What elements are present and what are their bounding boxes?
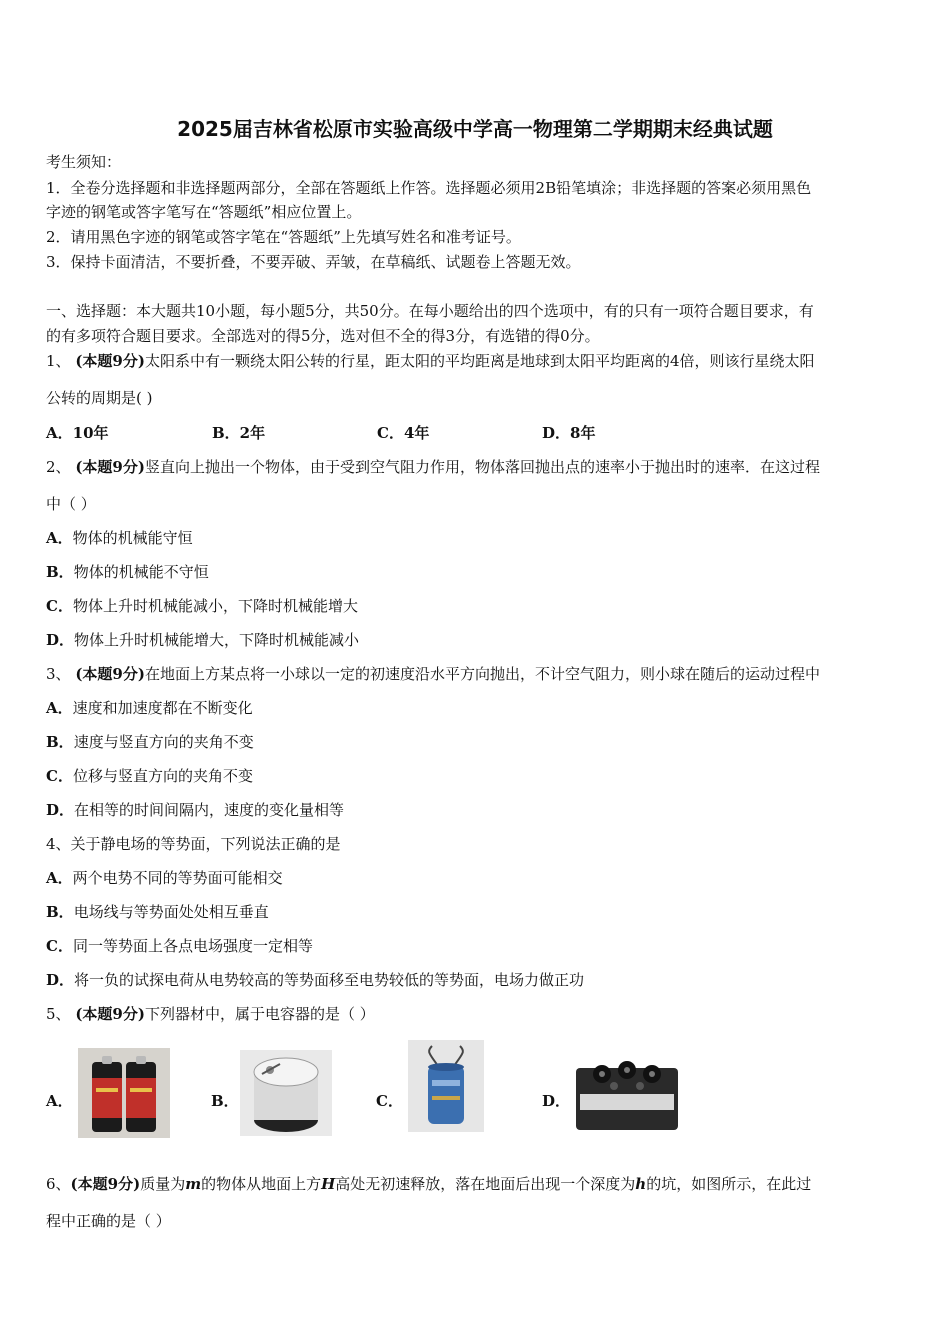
question-text: 太阳系中有一颗绕太阳公转的行星，距太阳的平均距离是地球到太阳平均距离的4倍，则该行星绕太阳 bbox=[144, 352, 815, 370]
question-3 bbox=[46, 664, 906, 684]
page-title: 2025届吉林省松原市实验高级中学高一物理第二学期期末经典试题 bbox=[177, 117, 773, 141]
option-b[interactable]: B．电场线与等势面处处相互垂直 bbox=[46, 903, 269, 921]
question-tag: (本题9分) bbox=[75, 352, 145, 370]
option-a[interactable]: A．速度和加速度都在不断变化 bbox=[46, 699, 253, 717]
question-tag: (本题9分) bbox=[75, 665, 145, 683]
question-text: 关于静电场的等势面，下列说法正确的是 bbox=[70, 835, 341, 853]
question-text: 竖直向上抛出一个物体，由于受到空气阻力作用，物体落回抛出点的速率小于抛出时的速率．在这过程 bbox=[144, 458, 820, 476]
variable-H: H bbox=[321, 1175, 336, 1193]
option-a[interactable]: A．10年 bbox=[46, 424, 109, 442]
option-b[interactable]: B．2年 bbox=[212, 424, 266, 442]
notice-item: 2．请用黑色字迹的钢笔或答字笔在“答题纸”上先填写姓名和准考证号。 bbox=[46, 228, 521, 246]
option-a[interactable]: A． bbox=[46, 1092, 73, 1110]
resistance-box-image[interactable] bbox=[572, 1050, 682, 1134]
notice-item: 1．全卷分选择题和非选择题两部分，全部在答题纸上作答。选择题必须用2B铅笔填涂；非选择题的答案必须用黑色 bbox=[46, 179, 812, 197]
option-c[interactable]: C． bbox=[376, 1092, 403, 1110]
question-tag: (本题9分) bbox=[75, 1005, 145, 1023]
option-d[interactable]: D．在相等的时间间隔内，速度的变化量相等 bbox=[46, 801, 345, 819]
option-c[interactable]: C．物体上升时机械能减小，下降时机械能增大 bbox=[46, 597, 358, 615]
option-b[interactable]: B． bbox=[211, 1092, 239, 1110]
question-text: 下列器材中，属于电容器的是（ ） bbox=[144, 1005, 375, 1023]
section-instructions: 的有多项符合题目要求。全部选对的得5分，选对但不全的得3分，有选错的得0分。 bbox=[46, 327, 600, 345]
option-c[interactable]: C．4年 bbox=[377, 424, 430, 442]
battery-image[interactable] bbox=[78, 1048, 170, 1138]
question-text: 在地面上方某点将一小球以一定的初速度沿水平方向抛出，不计空气阻力，则小球在随后的运动过程中 bbox=[144, 665, 820, 683]
question-number: 5、 bbox=[46, 1005, 71, 1023]
option-c[interactable]: C．同一等势面上各点电场强度一定相等 bbox=[46, 937, 313, 955]
question-tag: (本题9分) bbox=[70, 1175, 141, 1193]
question-1-options bbox=[46, 422, 906, 444]
buzzer-image[interactable] bbox=[240, 1050, 332, 1136]
option-a[interactable]: A．两个电势不同的等势面可能相交 bbox=[46, 869, 283, 887]
variable-h: h bbox=[635, 1175, 647, 1193]
notice-item: 字迹的钢笔或答字笔写在“答题纸”相应位置上。 bbox=[46, 203, 362, 221]
option-b[interactable]: B．物体的机械能不守恒 bbox=[46, 563, 209, 581]
variable-m: m bbox=[185, 1175, 202, 1193]
question-number: 4、 bbox=[46, 835, 71, 853]
question-1-cont: 公转的周期是( ) bbox=[46, 389, 153, 407]
option-d[interactable]: D．将一负的试探电荷从电势较高的等势面移至电势较低的等势面，电场力做正功 bbox=[46, 971, 585, 989]
option-b[interactable]: B．速度与竖直方向的夹角不变 bbox=[46, 733, 254, 751]
question-number: 2、 bbox=[46, 458, 71, 476]
capacitor-image[interactable] bbox=[408, 1040, 484, 1132]
option-c[interactable]: C．位移与竖直方向的夹角不变 bbox=[46, 767, 253, 785]
option-a[interactable]: A．物体的机械能守恒 bbox=[46, 529, 193, 547]
question-5-image-options bbox=[46, 1040, 906, 1150]
section-instructions: 一、选择题：本大题共10小题，每小题5分，共50分。在每小题给出的四个选项中，有的只有一项符合题目要求，有 bbox=[46, 302, 814, 320]
question-6: 6、(本题9分)质量为m的物体从地面上方H高处无初速释放，落在地面后出现一个深度为h的坑，如图所示，在此过 bbox=[46, 1175, 812, 1193]
question-tag: (本题9分) bbox=[75, 458, 145, 476]
notice-item: 3．保持卡面清洁，不要折叠，不要弄破、弄皱，在草稿纸、试题卷上答题无效。 bbox=[46, 253, 581, 271]
option-d[interactable]: D． bbox=[542, 1092, 571, 1110]
question-2 bbox=[46, 457, 906, 477]
question-5 bbox=[46, 1004, 906, 1024]
question-4 bbox=[46, 834, 906, 854]
option-d[interactable]: D．物体上升时机械能增大，下降时机械能减小 bbox=[46, 631, 360, 649]
notice-heading: 考生须知： bbox=[46, 153, 122, 171]
question-number: 1、 bbox=[46, 352, 71, 370]
option-d[interactable]: D．8年 bbox=[542, 424, 596, 442]
question-6-cont: 程中正确的是（ ） bbox=[46, 1212, 171, 1230]
question-number: 6、 bbox=[46, 1175, 71, 1193]
question-1 bbox=[46, 351, 906, 371]
question-number: 3、 bbox=[46, 665, 71, 683]
question-2-cont: 中（ ） bbox=[46, 495, 96, 513]
